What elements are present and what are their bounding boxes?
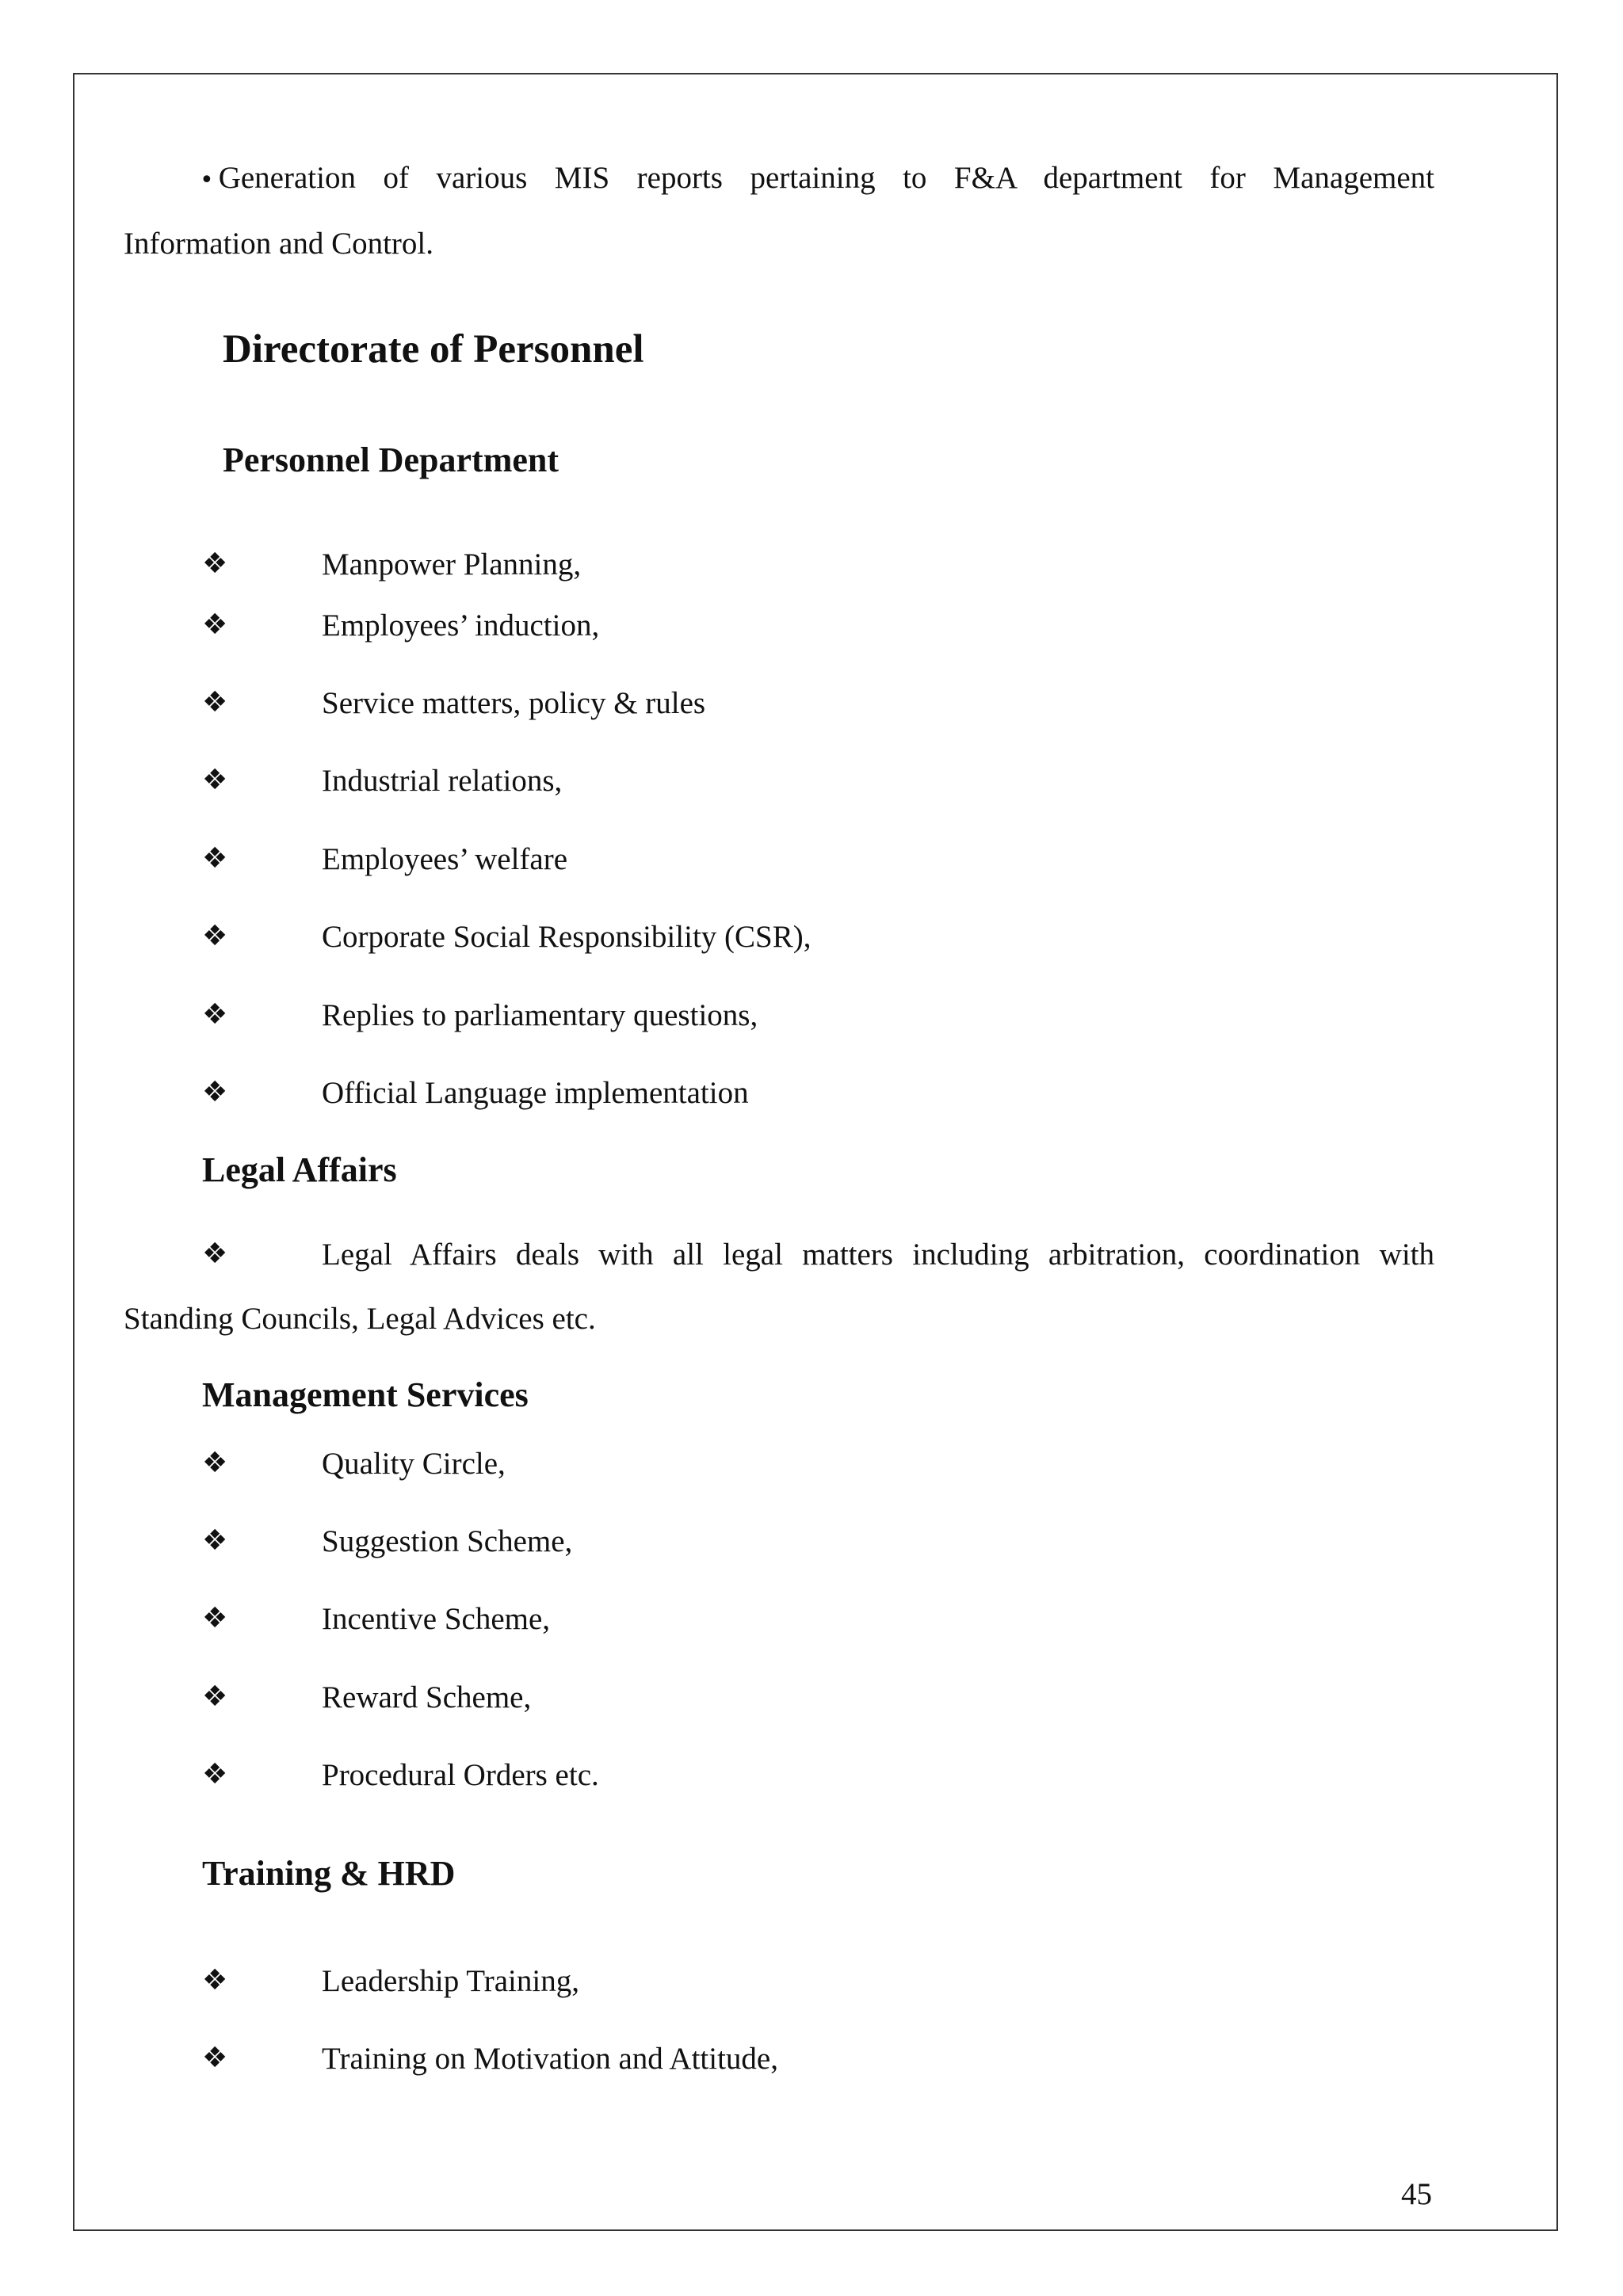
training-hrd-heading: Training & HRD bbox=[202, 1854, 456, 1893]
list-item: Corporate Social Responsibility (CSR), bbox=[322, 920, 812, 954]
diamond-bullet-icon: ❖ bbox=[202, 920, 228, 952]
list-item: Quality Circle, bbox=[322, 1447, 506, 1481]
diamond-bullet-icon: ❖ bbox=[202, 1076, 228, 1108]
intro-line-2: Information and Control. bbox=[124, 227, 434, 261]
diamond-bullet-icon: ❖ bbox=[202, 608, 228, 641]
list-item: Incentive Scheme, bbox=[322, 1602, 551, 1636]
personnel-department-heading: Personnel Department bbox=[223, 441, 559, 479]
diamond-bullet-icon: ❖ bbox=[202, 1238, 228, 1270]
diamond-bullet-icon: ❖ bbox=[202, 1447, 228, 1479]
intro-bullet: • bbox=[200, 166, 214, 194]
diamond-bullet-icon: ❖ bbox=[202, 1964, 228, 1997]
diamond-bullet-icon: ❖ bbox=[202, 842, 228, 875]
directorate-title: Directorate of Personnel bbox=[223, 327, 644, 372]
diamond-bullet-icon: ❖ bbox=[202, 1758, 228, 1791]
diamond-bullet-icon: ❖ bbox=[202, 1602, 228, 1634]
list-item: Employees’ induction, bbox=[322, 608, 600, 643]
list-item: Manpower Planning, bbox=[322, 547, 582, 582]
list-item: Training on Motivation and Attitude, bbox=[322, 2042, 778, 2076]
legal-affairs-heading: Legal Affairs bbox=[202, 1150, 397, 1189]
list-item: Procedural Orders etc. bbox=[322, 1758, 599, 1792]
intro-line-1-text: Generation of various MIS reports pertaining to F&A department for Management bbox=[218, 161, 1434, 195]
diamond-bullet-icon: ❖ bbox=[202, 2042, 228, 2074]
management-services-heading: Management Services bbox=[202, 1375, 529, 1414]
list-item: Employees’ welfare bbox=[322, 842, 568, 876]
list-item: Industrial relations, bbox=[322, 764, 563, 798]
diamond-bullet-icon: ❖ bbox=[202, 547, 228, 580]
legal-affairs-line-2: Standing Councils, Legal Advices etc. bbox=[124, 1302, 596, 1336]
intro-line-1 bbox=[200, 162, 1434, 193]
legal-affairs-line-1: Legal Affairs deals with all legal matters including arbitration, coordination with bbox=[322, 1238, 1434, 1272]
page-number: 45 bbox=[1401, 2177, 1432, 2211]
list-item: Official Language implementation bbox=[322, 1076, 749, 1110]
diamond-bullet-icon: ❖ bbox=[202, 1680, 228, 1713]
list-item: Leadership Training, bbox=[322, 1964, 579, 1998]
list-item: Replies to parliamentary questions, bbox=[322, 998, 758, 1032]
diamond-bullet-icon: ❖ bbox=[202, 1524, 228, 1557]
list-item: Suggestion Scheme, bbox=[322, 1524, 573, 1558]
list-item: Service matters, policy & rules bbox=[322, 686, 706, 720]
diamond-bullet-icon: ❖ bbox=[202, 998, 228, 1031]
list-item: Reward Scheme, bbox=[322, 1680, 532, 1714]
diamond-bullet-icon: ❖ bbox=[202, 764, 228, 796]
diamond-bullet-icon: ❖ bbox=[202, 686, 228, 719]
